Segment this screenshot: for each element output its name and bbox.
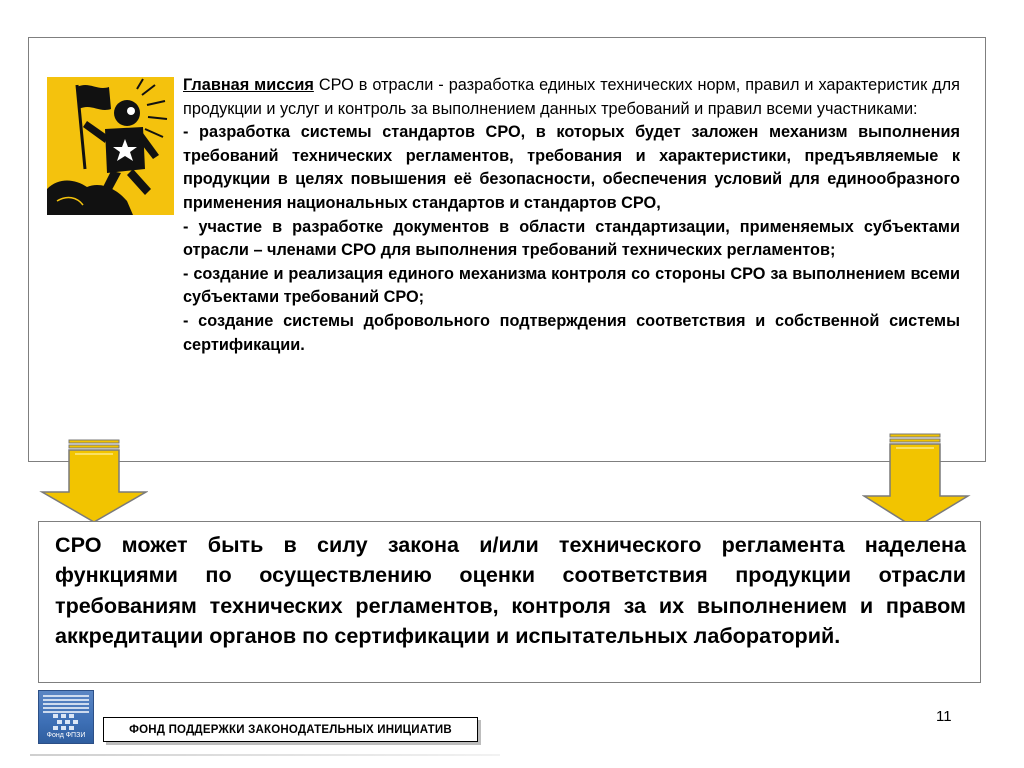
left-down-arrow-icon [38,436,148,524]
footer-divider [30,754,500,756]
summary-text: СРО может быть в силу закона и/или технического регламента наделена функциями по осуществлению оценки соответствия продукции отрасли требованиям технических регламентов, контроля за их выполнением и правом аккредитации органов по сертификации и испытательных лабораторий. [55,532,966,649]
logo-stripes [43,695,89,713]
flag-bearer-illustration [47,77,174,215]
logo-grid-icon [53,714,81,730]
mission-bullet-1: - разработка системы стандартов СРО, в которых будет заложен механизм выполнения требований технических регламентов, требования и характеристики, предъявляемые к продукции в целях повышения её безопасности, обеспечения условий для единообразного применения национальных стандартов и стандартов СРО, [183,123,960,212]
mission-text [183,74,960,357]
logo-caption: Фонд ФПЗИ [46,732,86,739]
mission-intro-text: СРО в отрасли - разработка единых технических норм, правил и характеристик для продукции и услуг и контроль за выполнением данных требований и правил всеми участниками: [183,76,960,118]
right-down-arrow-icon [862,430,972,530]
page-number: 11 [936,708,952,725]
mission-bullet-2: - участие в разработке документов в области стандартизации, применяемых субъектами отрасли – членами СРО для выполнения требований технических регламентов; [183,217,960,260]
fund-logo [38,690,94,744]
mission-bullet-3: - создание и реализация единого механизма контроля со стороны СРО за выполнением всеми субъектами требований СРО; [183,264,960,307]
mission-bullet-4: - создание системы добровольного подтверждения соответствия и собственной системы сертификации. [183,311,960,354]
mission-intro [183,74,960,121]
mission-title: Главная миссия [183,76,314,94]
organization-badge: ФОНД ПОДДЕРЖКИ ЗАКОНОДАТЕЛЬНЫХ ИНИЦИАТИВ [103,717,478,742]
summary-panel [38,521,981,683]
